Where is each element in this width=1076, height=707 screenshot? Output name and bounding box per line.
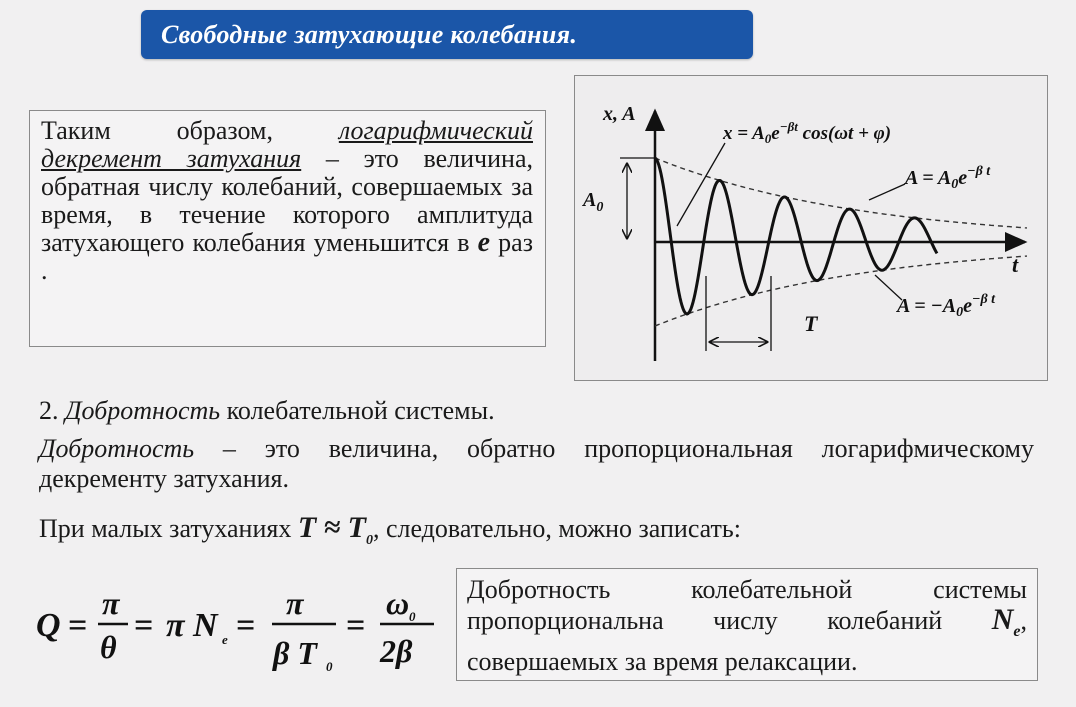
svg-text:=: = bbox=[134, 607, 154, 644]
section-2-heading bbox=[39, 396, 495, 426]
svg-text:Q: Q bbox=[36, 607, 61, 644]
svg-text:=: = bbox=[236, 607, 256, 644]
period-label: T bbox=[804, 311, 818, 336]
svg-text:0: 0 bbox=[326, 659, 333, 674]
y-axis-label: x, A bbox=[603, 103, 636, 125]
svg-text:θ: θ bbox=[100, 629, 117, 665]
svg-text:=: = bbox=[346, 607, 366, 644]
damped-wave-curve bbox=[655, 158, 937, 314]
quality-statement-box bbox=[456, 568, 1038, 681]
amplitude-label: $A_0$ bbox=[583, 189, 604, 215]
svg-text:0: 0 bbox=[409, 609, 416, 624]
svg-text:β T: β T bbox=[273, 635, 317, 671]
svg-text:π: π bbox=[102, 585, 120, 621]
eq-upper-pointer bbox=[869, 184, 905, 200]
svg-text:ω: ω bbox=[386, 585, 410, 621]
small-damping-rest: , следовательно, можно записать: bbox=[372, 514, 741, 543]
svg-text:e: e bbox=[222, 632, 228, 647]
definition-symbol-e: e bbox=[477, 227, 491, 258]
svg-text:2β: 2β bbox=[380, 633, 413, 669]
equation-x: $x = A_0e^{-\beta t}$ cos(ωt + φ) bbox=[723, 119, 892, 146]
damped-oscillation-graph bbox=[574, 75, 1048, 381]
slide-title: Свободные затухающие колебания. bbox=[161, 19, 578, 49]
definition-text-after: – это величина, обратная числу колебаний, совершаемых за время, в течение которого амплитуда затухающего колебания уменьшится в bbox=[41, 144, 533, 257]
quality-term: Добротность bbox=[39, 434, 195, 463]
quality-statement-end: , совершаемых за время релаксации. bbox=[467, 606, 1027, 676]
quality-definition bbox=[39, 434, 1034, 494]
svg-text:π N: π N bbox=[166, 607, 218, 644]
eq-x-pointer bbox=[677, 143, 725, 226]
equation-upper-envelope: $A = A_0e^{-\beta t}$ bbox=[905, 164, 991, 192]
quality-definition-rest: – это величина, обратно пропорциональная логарифмическому декременту затухания. bbox=[39, 434, 1034, 493]
x-axis-label: t bbox=[1012, 252, 1019, 277]
small-damping-line bbox=[39, 513, 741, 556]
definition-term: логарифмический декремент затухания bbox=[41, 116, 533, 173]
definition-text-end: раз . bbox=[41, 228, 533, 285]
section-heading-rest: колебательной системы. bbox=[220, 396, 495, 425]
svg-text:π: π bbox=[286, 585, 304, 621]
small-damping-formula: $T \approx T_0$ bbox=[297, 511, 373, 548]
section-heading-term: Добротность bbox=[65, 396, 221, 425]
small-damping-text: При малых затуханиях bbox=[39, 514, 298, 543]
svg-text:=: = bbox=[68, 607, 88, 644]
quality-symbol-ne: $N_e$ bbox=[991, 603, 1021, 640]
slide-title-bar bbox=[141, 10, 753, 59]
definition-box bbox=[29, 110, 546, 347]
equation-lower-envelope: $A = -A_0e^{-\beta t}$ bbox=[897, 292, 996, 320]
quality-factor-formula bbox=[36, 574, 446, 684]
graph-svg bbox=[575, 76, 1049, 382]
definition-text-before: Таким образом, bbox=[41, 116, 339, 145]
quality-statement-text: Добротность колебательной системы пропорциональна числу колебаний bbox=[467, 575, 1027, 635]
section-number: 2. bbox=[39, 396, 65, 425]
